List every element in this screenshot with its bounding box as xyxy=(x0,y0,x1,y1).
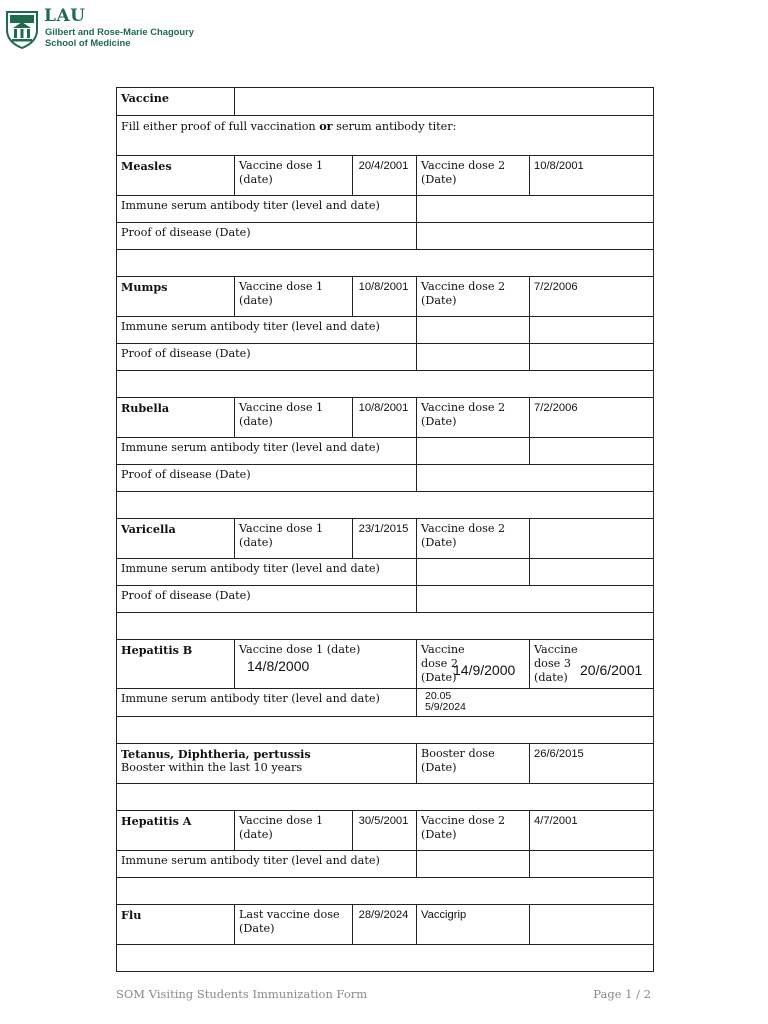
measles-proof-field[interactable] xyxy=(417,223,654,250)
measles-dose2-field[interactable]: 10/8/2001 xyxy=(530,156,654,196)
hepb-dose1-value: 14/8/2000 xyxy=(247,658,310,674)
table-row xyxy=(117,905,654,945)
lau-seal-icon xyxy=(4,8,40,50)
flu-label: Flu xyxy=(117,905,235,945)
varicella-dose2-field[interactable] xyxy=(530,519,654,559)
tdap-booster-field[interactable]: 26/6/2015 xyxy=(530,744,654,784)
dose2-label: Vaccine dose 2 (Date) xyxy=(417,398,530,438)
hepa-dose1-field[interactable]: 30/5/2001 xyxy=(353,811,417,851)
spacer-row xyxy=(117,784,654,811)
hepb-dose2-value: 14/9/2000 xyxy=(453,662,516,678)
titer-label: Immune serum antibody titer (level and date) xyxy=(117,196,417,223)
proof-label: Proof of disease (Date) xyxy=(117,465,417,492)
spacer-row xyxy=(117,250,654,277)
titer-label: Immune serum antibody titer (level and date) xyxy=(117,689,417,717)
instruction-text: Fill either proof of full vaccination or serum antibody titer: xyxy=(117,116,654,156)
dose2-label: Vaccine dose 2 (Date) xyxy=(417,277,530,317)
immunization-table xyxy=(116,87,654,972)
vaccine-field[interactable] xyxy=(235,88,654,116)
rubella-dose2-field[interactable]: 7/2/2006 xyxy=(530,398,654,438)
vaccine-label: Vaccine xyxy=(117,88,235,116)
rubella-proof-field[interactable] xyxy=(417,465,654,492)
tdap-label: Tetanus, Diphtheria, pertussis xyxy=(121,747,311,761)
mumps-dose1-field[interactable]: 10/8/2001 xyxy=(353,277,417,317)
table-row xyxy=(117,196,654,223)
table-row xyxy=(117,116,654,156)
table-row xyxy=(117,689,654,717)
measles-dose1-field[interactable]: 20/4/2001 xyxy=(353,156,417,196)
hepb-dose3-cell[interactable] xyxy=(530,640,654,689)
flu-last-dose-field[interactable]: 28/9/2024 xyxy=(353,905,417,945)
table-row xyxy=(117,398,654,438)
table-row xyxy=(117,156,654,196)
hepa-titer-level-field[interactable] xyxy=(417,851,530,878)
measles-titer-field[interactable] xyxy=(417,196,654,223)
table-row xyxy=(117,559,654,586)
hepb-dose2-cell[interactable] xyxy=(417,640,530,689)
hepb-titer-date: 5/9/2024 xyxy=(425,701,466,713)
dose2-label: Vaccine dose 2 (Date) xyxy=(417,156,530,196)
spacer-row xyxy=(117,878,654,905)
hepb-titer-level: 20.05 xyxy=(425,690,452,702)
proof-label: Proof of disease (Date) xyxy=(117,344,417,371)
hepb-label: Hepatitis B xyxy=(117,640,235,689)
hepa-dose2-field[interactable]: 4/7/2001 xyxy=(530,811,654,851)
logo-line-2: School of Medicine xyxy=(45,37,131,48)
flu-brand-field[interactable]: Vaccigrip xyxy=(417,905,530,945)
flu-extra-field[interactable] xyxy=(530,905,654,945)
mumps-proof-field[interactable] xyxy=(417,344,530,371)
titer-label: Immune serum antibody titer (level and date) xyxy=(117,559,417,586)
spacer-row xyxy=(117,945,654,972)
table-row xyxy=(117,519,654,559)
rubella-label: Rubella xyxy=(117,398,235,438)
rubella-titer-date-field[interactable] xyxy=(530,438,654,465)
dose2-label: Vaccine dose 2 (Date) xyxy=(417,811,530,851)
spacer-row xyxy=(117,613,654,640)
mumps-titer-level-field[interactable] xyxy=(417,317,530,344)
tdap-label-cell xyxy=(117,744,417,784)
table-row xyxy=(117,317,654,344)
mumps-titer-date-field[interactable] xyxy=(530,317,654,344)
hepb-dose1-cell[interactable] xyxy=(235,640,417,689)
proof-label: Proof of disease (Date) xyxy=(117,223,417,250)
spacer-row xyxy=(117,492,654,519)
mumps-label: Mumps xyxy=(117,277,235,317)
titer-label: Immune serum antibody titer (level and date) xyxy=(117,851,417,878)
dose2-label: Vaccine dose 2 (Date) xyxy=(417,519,530,559)
hepb-titer-field[interactable] xyxy=(417,689,654,717)
table-row xyxy=(117,744,654,784)
table-row xyxy=(117,811,654,851)
dose1-label: Vaccine dose 1 (date) xyxy=(235,277,353,317)
varicella-dose1-field[interactable]: 23/1/2015 xyxy=(353,519,417,559)
logo-wordmark: LAU xyxy=(44,6,86,26)
hepa-titer-date-field[interactable] xyxy=(530,851,654,878)
table-row xyxy=(117,344,654,371)
varicella-titer-date-field[interactable] xyxy=(530,559,654,586)
hepb-dose3-value: 20/6/2001 xyxy=(580,662,643,678)
rubella-titer-level-field[interactable] xyxy=(417,438,530,465)
spacer-row xyxy=(117,717,654,744)
table-row xyxy=(117,438,654,465)
varicella-titer-level-field[interactable] xyxy=(417,559,530,586)
dose1-label: Vaccine dose 1 (date) xyxy=(239,643,361,656)
table-row xyxy=(117,465,654,492)
table-row xyxy=(117,851,654,878)
hepa-label: Hepatitis A xyxy=(117,811,235,851)
varicella-label: Varicella xyxy=(117,519,235,559)
dose1-label: Vaccine dose 1 (date) xyxy=(235,156,353,196)
page-number: Page 1 / 2 xyxy=(593,987,651,1001)
dose2-label: Vaccine dose 2 (Date) xyxy=(421,643,465,684)
measles-label: Measles xyxy=(117,156,235,196)
last-dose-label: Last vaccine dose (Date) xyxy=(235,905,353,945)
dose1-label: Vaccine dose 1 (date) xyxy=(235,519,353,559)
dose1-label: Vaccine dose 1 (date) xyxy=(235,398,353,438)
table-row xyxy=(117,640,654,689)
lau-logo xyxy=(4,8,214,52)
titer-label: Immune serum antibody titer (level and date) xyxy=(117,317,417,344)
booster-label: Booster dose (Date) xyxy=(417,744,530,784)
table-row xyxy=(117,88,654,116)
mumps-proof-extra-field[interactable] xyxy=(530,344,654,371)
proof-label: Proof of disease (Date) xyxy=(117,586,417,613)
logo-line-1: Gilbert and Rose-Marie Chagoury xyxy=(45,26,194,37)
table-row xyxy=(117,223,654,250)
table-row xyxy=(117,277,654,317)
footer-title: SOM Visiting Students Immunization Form xyxy=(116,987,368,1001)
spacer-row xyxy=(117,371,654,398)
dose3-label: Vaccine dose 3 (date) xyxy=(534,643,578,684)
varicella-proof-field[interactable] xyxy=(417,586,654,613)
dose1-label: Vaccine dose 1 (date) xyxy=(235,811,353,851)
table-row xyxy=(117,586,654,613)
mumps-dose2-field[interactable]: 7/2/2006 xyxy=(530,277,654,317)
rubella-dose1-field[interactable]: 10/8/2001 xyxy=(353,398,417,438)
titer-label: Immune serum antibody titer (level and date) xyxy=(117,438,417,465)
tdap-note: Booster within the last 10 years xyxy=(121,761,303,774)
